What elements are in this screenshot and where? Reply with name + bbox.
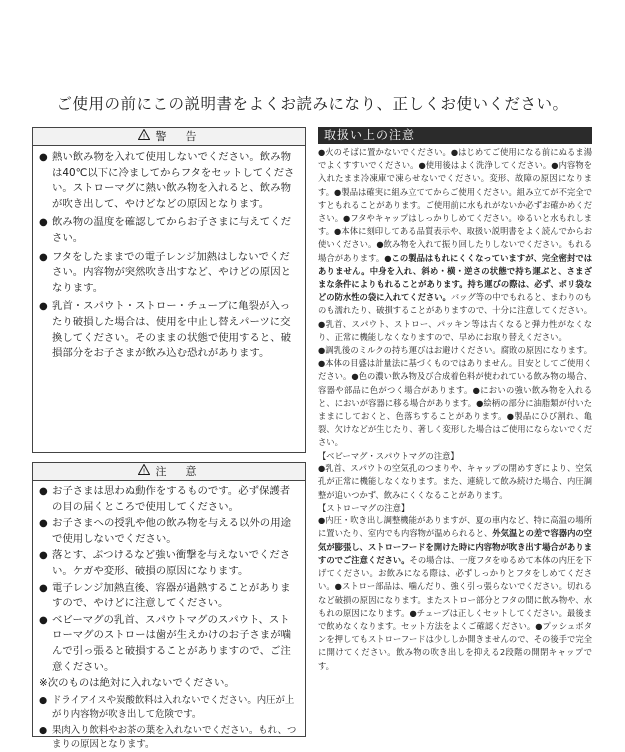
list-item: ● フタをしたままでの電子レンジ加熱はしないでください。内容物が突然吹き出すなど、やけどの原因となります。 xyxy=(39,250,291,294)
svg-text:!: ! xyxy=(142,132,145,140)
straw-mug-text: ●内圧・吹き出し調整機能がありますが、夏の車内など、特に高温の場所に置いたり、室内でも内容物が温められると、外気温との差で容器内の空気が膨張し、ストローフードを開けた時に内容物が吹き出す場合がありますのでご注意ください。その場合は、一度フタをゆるめて本体の内圧を下げてください。お飲みになる際は、必ずしっかりとフタをしめてください。●ストロー部品は、噛んだり、強く引っ張らないでください。切れるなど破損の原因になります。またストロー部分とフタの間に飲み物や、水もれの原因になります。●チューブは正しくセットしてください。最後まで飲めなくなります。セット方法をよくご確認ください。●プッシュボタンを押してもストローフードは少ししか開きませんので、その後手で完全に開けてください。飲み物の吹き出しを抑える2段階の開閉キャップです。 xyxy=(318,515,592,671)
straw-mug-label: 【ストローマグの注意】 xyxy=(318,502,410,513)
svg-text:!: ! xyxy=(142,467,145,475)
list-item: ● 飲み物の温度を確認してからお子さまに与えてください。 xyxy=(39,216,291,244)
prohibited-note: ※次のものは絶対に入れないでください。 xyxy=(39,677,235,690)
page-heading: ご使用の前にこの説明書をよくお読みになり、正しくお使いください。 xyxy=(56,95,569,113)
list-item: ● お子さまは思わぬ動作をするものです。必ず保護者の目の届くところで使用してください。 xyxy=(39,485,291,513)
warning-triangle-icon xyxy=(138,129,150,146)
list-item: ● お子さまへの授乳や他の飲み物を与える以外の用途で使用しないでください。 xyxy=(39,517,291,545)
baby-mug-text: ●乳首、スパウトの空気孔のつまりや、キャップの閉めすぎにより、空気孔が正常に機能しなくなります。また、連続して飲み続けた場合、内圧調整が追いつかず、飲みにくくなることがあります。 xyxy=(318,463,592,500)
warning-box xyxy=(32,127,306,453)
handling-paragraph: ●火のそばに置かないでください。●はじめてご使用になる前にぬるま湯でよくすすいでください。●使用後はよく洗浄してください。●内容物を入れたまま冷凍庫で凍らせないでください。変形、故障の原因になります。●製品は確実に組み立ててからご使用ください。組み立てが不完全ですともれることがあります。ご使用前に水もれがないか必ずお確かめください。●フタやキャップはしっかりしめてください。ゆるいと水もれします。●本体に刻印してある品質表示や、取扱い説明書をよく読んでからお使いください。●飲み物を入れて振り回したりしないでください。もれる場合があります。●この製品はもれにくくなっていますが、完全密封ではありません。中身を入れ、斜め・横・逆さの状態で持ち運ぶと、さまざまな条件によりもれることがあります。持ち運びの際は、必ず、ポリ袋などの防水性の袋に入れてください。バッグ等の中でもれると、まわりのものも濡れたり、破損することがありますので、十分に注意してください。●乳首、スパウト、ストロー、パッキン等は古くなると弾力性がなくなり、正常に機能しなくなりますので、早めにお取り替えください。 xyxy=(318,147,592,342)
caution-box-header xyxy=(33,463,305,481)
caution-title: 注 意 xyxy=(155,465,201,478)
handling-paragraph: ●調乳後のミルクの持ち運びはお避けください。腐敗の原因になります。●本体の目盛は計量法に基づくものではありません。目安としてご使用ください。●色の濃い飲み物及び合成着色料が使われている飲み物の場合、容器や部品に色がつく場合があります。●においの強い飲み物を入れると、においが容器に移る場合があります。●絵柄の部分に油脂類が付いたままにしておくと、色落ちすることがあります。●製品にひび割れ、亀裂、欠けなどが生じたり、著しく変形した場合はご使用にならないでください。 xyxy=(318,345,592,448)
list-item: ● ドライアイスや炭酸飲料は入れないでください。内圧が上がり内容物が吹き出して危険です。 xyxy=(39,694,295,721)
handling-title: 取扱い上の注意 xyxy=(318,127,592,144)
handling-body xyxy=(318,146,592,673)
list-item: ● ベビーマグの乳首、スパウトマグのスパウト、ストローマグのストローは歯が生えかけのお子さまが噛んで引っ張ると破損することがありますので、ご注意ください。 xyxy=(39,613,291,673)
list-item: ● 落とす、ぶつけるなど強い衝撃を与えないでください。ケガや変形、破損の原因になります。 xyxy=(39,549,291,577)
list-item: ● 熱い飲み物を入れて使用しないでください。飲み物は40℃以下に冷ましてからフタをセットしてください。ストローマグに熱い飲み物を入れると、飲み物が吹き出して、やけどなどの原因となります。 xyxy=(39,151,295,210)
list-item: ● 乳首・スパウト・ストロー・チューブに亀裂が入ったり破損した場合は、使用を中止し替えパーツに交換してください。そのままの状態で使用すると、破損部分をお子さまが飲み込む恐れがあります。 xyxy=(39,300,291,360)
list-item: ● 果肉入り飲料やお茶の葉を入れないでください。もれ、つまりの原因となります。 xyxy=(39,724,297,750)
list-item: ● 電子レンジ加熱直後、容器が過熱することがありますので、やけどに注意してください。 xyxy=(39,581,291,610)
baby-mug-label: 【ベビーマグ・スパウトマグの注意】 xyxy=(318,450,459,461)
warning-box-header xyxy=(33,128,305,146)
caution-box xyxy=(32,462,306,750)
warning-triangle-icon xyxy=(138,464,150,481)
warning-title: 警 告 xyxy=(155,130,201,143)
